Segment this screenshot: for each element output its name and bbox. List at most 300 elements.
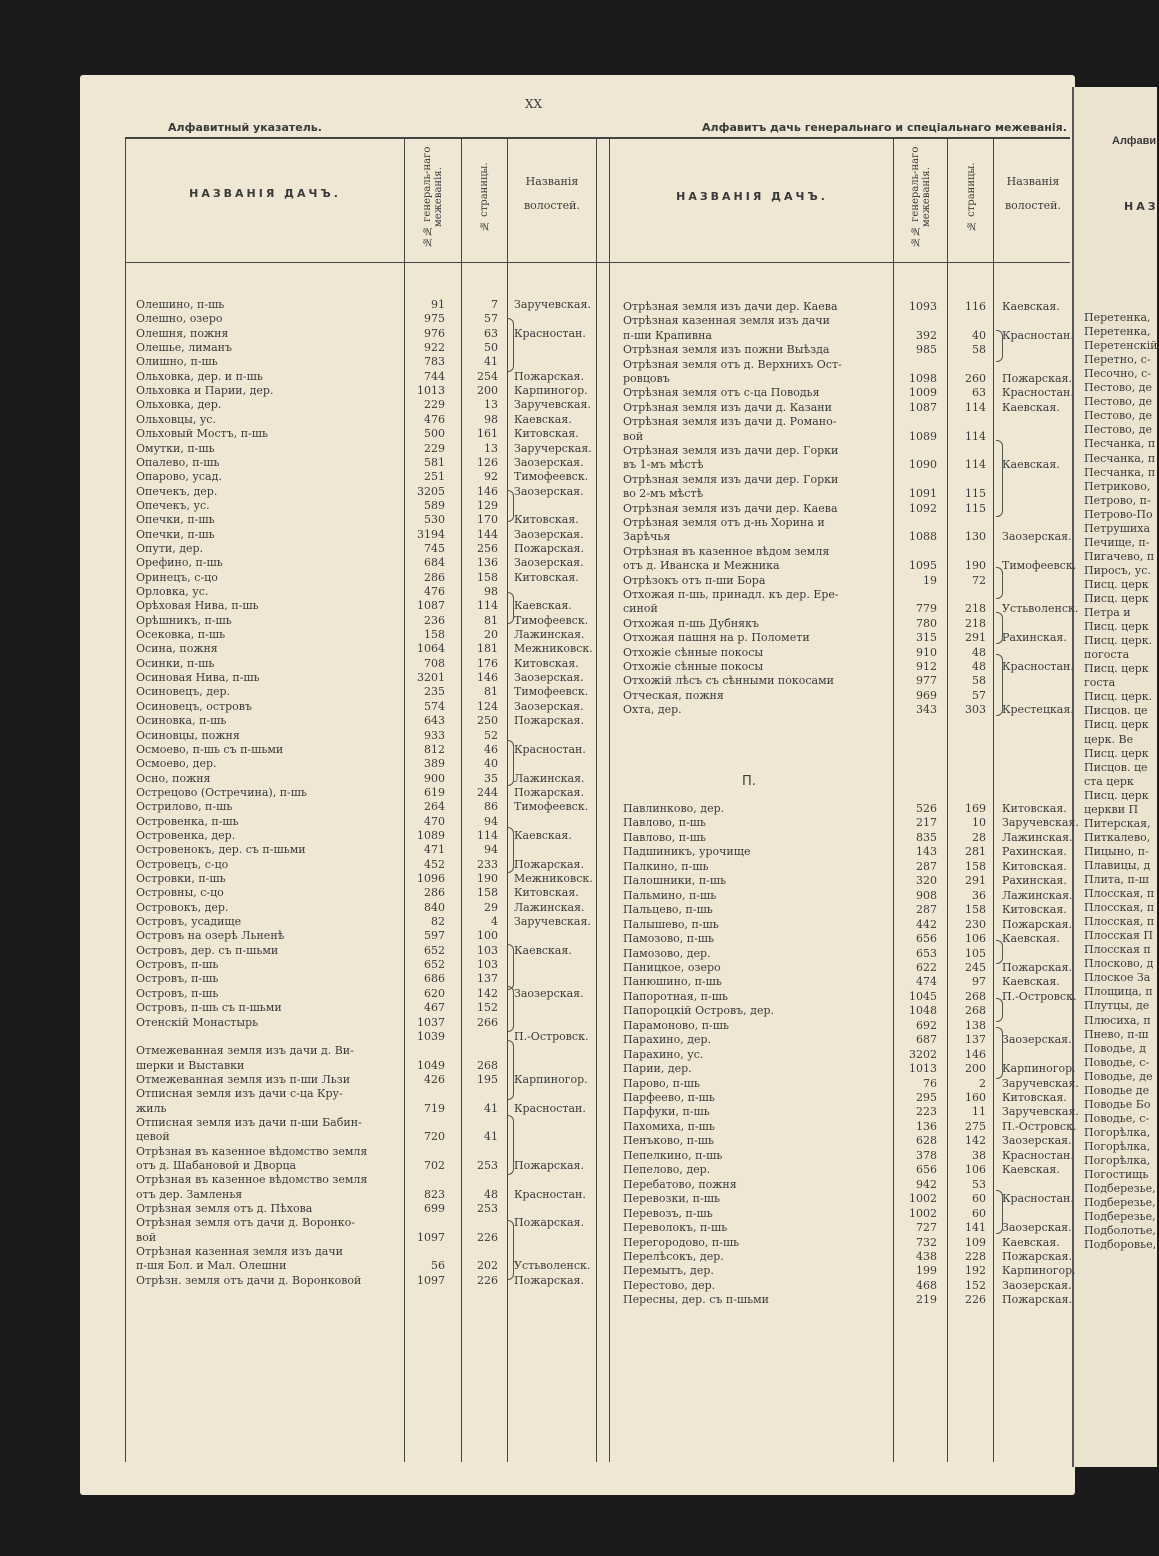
volost-name: Каевская. — [514, 829, 572, 842]
survey-number: 910 — [916, 646, 937, 659]
survey-number: 581 — [424, 456, 445, 469]
page-ref: 233 — [477, 858, 498, 871]
next-page-row: Пестово, де — [1084, 395, 1153, 408]
entry-name: Осмоево, дер. — [136, 757, 217, 770]
next-page-row: Поводье Бо — [1084, 1098, 1151, 1111]
index-row — [0, 1062, 1155, 1076]
page-ref: 94 — [484, 843, 498, 856]
page-ref: 114 — [965, 430, 986, 443]
next-page-row: Поводье, де — [1084, 1070, 1153, 1083]
volost-name: Заозерская. — [1002, 1221, 1072, 1234]
entry-name: Отрѣзная земля отъ с-ца Поводья — [623, 386, 820, 399]
entry-name: жиль — [136, 1102, 167, 1115]
entry-name: Отхожая п-шь Дубнякъ — [623, 617, 759, 630]
survey-number: 530 — [424, 513, 445, 526]
index-row — [0, 329, 1155, 343]
next-page-row: Погостищь — [1084, 1168, 1149, 1181]
entry-name: Орѣшникъ, п-шь — [136, 614, 232, 627]
page-ref: 50 — [484, 341, 498, 354]
entry-name: Островъ, п-шь — [136, 987, 219, 1000]
next-page-row: церк. Ве — [1084, 733, 1134, 746]
page-number: XX — [525, 97, 543, 111]
entry-name: во 2-мъ мѣстѣ — [623, 487, 704, 500]
volost-name: Каевская. — [1002, 300, 1060, 313]
entry-name: Парамоново, п-шь — [623, 1019, 729, 1032]
survey-number: 3205 — [417, 485, 445, 498]
index-row — [0, 802, 1155, 816]
survey-number: 1097 — [417, 1231, 445, 1244]
page-ref: 109 — [965, 1236, 986, 1249]
entry-name: Орефино, п-шь — [136, 556, 223, 569]
page-ref: 144 — [477, 528, 498, 541]
volost-name: Заозерская. — [514, 671, 584, 684]
page-ref: 158 — [477, 571, 498, 584]
page-ref: 81 — [484, 685, 498, 698]
page-ref: 158 — [477, 886, 498, 899]
entry-name: Острилово, п-шь — [136, 800, 233, 813]
next-page-row: Писц. церк — [1084, 620, 1149, 633]
next-page-row: Плосская п — [1084, 943, 1151, 956]
next-page-row: Перетенка, — [1084, 311, 1151, 324]
entry-name: Отрѣзная земля отъ д. Верхнихъ Ост- — [623, 358, 842, 371]
survey-number: 91 — [431, 298, 445, 311]
survey-number: 471 — [424, 843, 445, 856]
entry-name: Папороцкій Островъ, дер. — [623, 1004, 774, 1017]
entry-name: шерки и Выставки — [136, 1059, 245, 1072]
entry-name: Падшиникъ, урочище — [623, 845, 751, 858]
volost-name: Красностан. — [1002, 1149, 1074, 1162]
page-ref: 256 — [477, 542, 498, 555]
index-row — [0, 602, 1155, 616]
survey-number: 82 — [431, 915, 445, 928]
page-ref: 200 — [965, 1062, 986, 1075]
entry-name: вой — [623, 430, 644, 443]
entry-name: Отрѣзная въ казенное вѣдом земля — [623, 545, 830, 558]
volost-name: Заозерская. — [1002, 530, 1072, 543]
volost-name: Китовская. — [1002, 1091, 1067, 1104]
page-ref: 152 — [965, 1279, 986, 1292]
next-page-row: Подберезье, — [1084, 1210, 1156, 1223]
page-ref: 158 — [965, 860, 986, 873]
entry-name: отъ д. Шабановой и Дворца — [136, 1159, 297, 1172]
next-page-row: Подборовье, — [1084, 1238, 1157, 1251]
page-ref: 106 — [965, 1163, 986, 1176]
survey-number: 1089 — [417, 829, 445, 842]
page-ref: 48 — [972, 646, 986, 659]
page-ref: 226 — [477, 1231, 498, 1244]
page-ref: 115 — [965, 487, 986, 500]
volost-name: Красностан. — [514, 1188, 586, 1201]
page-ref: 48 — [972, 660, 986, 673]
index-row — [0, 314, 1155, 328]
survey-number: 320 — [916, 874, 937, 887]
survey-number: 392 — [916, 329, 937, 342]
survey-number: 643 — [424, 714, 445, 727]
next-page-row: Петрушиха — [1084, 522, 1151, 535]
entry-name: Парахино, ус. — [623, 1048, 704, 1061]
index-row — [0, 660, 1155, 674]
volost-name: Лажинская. — [1002, 831, 1073, 844]
page-ref: 36 — [972, 889, 986, 902]
survey-number: 468 — [916, 1279, 937, 1292]
next-page-row: Петриково, — [1084, 480, 1151, 493]
page-ref: 20 — [484, 628, 498, 641]
entry-name: Отрѣзная въ казенное вѣдомство земля — [136, 1145, 368, 1158]
page-ref: 226 — [477, 1274, 498, 1287]
survey-number: 812 — [424, 743, 445, 756]
volost-name: Лажинская. — [514, 901, 585, 914]
header-page-left: № страницы. — [478, 162, 490, 232]
volost-name: Пожарская. — [514, 858, 584, 871]
survey-number: 1096 — [417, 872, 445, 885]
entry-name: отъ д. Иванска и Межника — [623, 559, 780, 572]
next-page-row: Плоское За — [1084, 971, 1151, 984]
volost-name: Пожарская. — [514, 370, 584, 383]
survey-number: 526 — [916, 802, 937, 815]
page-ref: 60 — [972, 1207, 986, 1220]
page-ref: 146 — [477, 485, 498, 498]
index-row — [0, 430, 1155, 444]
index-row — [0, 487, 1155, 501]
entry-name: Островокъ, дер. — [136, 901, 229, 914]
entry-name: отъ дер. Замленья — [136, 1188, 243, 1201]
index-row — [0, 631, 1155, 645]
entry-name: Пепелкино, п-шь — [623, 1149, 723, 1162]
survey-number: 236 — [424, 614, 445, 627]
entry-name: Островъ, усадище — [136, 915, 242, 928]
entry-name: Опалево, п-шь — [136, 456, 220, 469]
entry-name: Палышево, п-шь — [623, 918, 719, 931]
next-page-row: Плосская, п — [1084, 915, 1155, 928]
volost-name: Заозерская. — [514, 987, 584, 1000]
entry-name: Памозово, дер. — [623, 947, 711, 960]
entry-name: Павлово, п-шь — [623, 831, 707, 844]
index-row — [0, 1091, 1155, 1105]
volost-name: Пожарская. — [514, 714, 584, 727]
page-ref: 181 — [477, 642, 498, 655]
header-num-left: №№ генераль-наго межеванія. — [422, 146, 444, 248]
survey-number: 1064 — [417, 642, 445, 655]
volost-name: Заручевская. — [1002, 1105, 1079, 1118]
entry-name: Павлово, п-шь — [623, 816, 707, 829]
volost-name: Каевская. — [1002, 975, 1060, 988]
page-ref: 94 — [484, 815, 498, 828]
volost-name: Устьволенск. — [514, 1259, 591, 1272]
page-ref: 114 — [477, 829, 498, 842]
survey-number: 720 — [424, 1130, 445, 1143]
volost-name: Китовская. — [514, 886, 579, 899]
next-page-row: Пицыно, п- — [1084, 845, 1149, 858]
next-page-row: Плосская, п — [1084, 887, 1155, 900]
entry-name: Отрѣзн. земля отъ дачи д. Воронковой — [136, 1274, 362, 1287]
survey-number: 389 — [424, 757, 445, 770]
entry-name: Отрѣзная земля отъ д. Пѣхова — [136, 1202, 313, 1215]
entry-name: Осина, пожня — [136, 642, 218, 655]
header-rule — [125, 262, 1070, 263]
survey-number: 653 — [916, 947, 937, 960]
volost-name: Пожарская. — [514, 786, 584, 799]
entry-name: Островки, п-шь — [136, 872, 226, 885]
index-row — [0, 530, 1155, 544]
survey-number: 1009 — [909, 386, 937, 399]
survey-number: 969 — [916, 689, 937, 702]
entry-name: Парфеево, п-шь — [623, 1091, 715, 1104]
section-letter: П. — [742, 774, 756, 789]
volost-name: Каевская. — [1002, 401, 1060, 414]
index-row — [0, 415, 1155, 429]
index-row — [0, 845, 1155, 859]
index-row — [0, 1178, 1155, 1192]
entry-name: Отхожая п-шь, принадл. къ дер. Ере- — [623, 588, 839, 601]
survey-number: 143 — [916, 845, 937, 858]
entry-name: Отрѣзная земля изъ пожни Выѣзда — [623, 343, 830, 356]
header-num-right: №№ генераль-наго межеванія. — [910, 146, 932, 248]
index-row — [0, 1004, 1155, 1018]
next-page-row: Писцов. це — [1084, 704, 1148, 717]
index-row — [0, 743, 1155, 757]
survey-number: 235 — [424, 685, 445, 698]
page-ref: 103 — [477, 958, 498, 971]
volost-name: Заозерская. — [1002, 1134, 1072, 1147]
entry-name: Отписная земля изъ дачи с-ца Кру- — [136, 1087, 343, 1100]
entry-name: п-ши Крапивна — [623, 329, 712, 342]
page-ref: 142 — [965, 1134, 986, 1147]
page-ref: 63 — [972, 386, 986, 399]
next-running-head: Алфави — [1112, 135, 1157, 147]
volost-name: Лажинская. — [1002, 889, 1073, 902]
entry-name: п-шя Бол. и Мал. Олешни — [136, 1259, 287, 1272]
page-ref: 253 — [477, 1202, 498, 1215]
page-ref: 40 — [972, 329, 986, 342]
survey-number: 908 — [916, 889, 937, 902]
page-ref: 137 — [965, 1033, 986, 1046]
entry-name: Парфуки, п-шь — [623, 1105, 710, 1118]
brace — [507, 318, 514, 372]
next-page-row: Писцов. це — [1084, 761, 1148, 774]
brace — [507, 986, 514, 1032]
survey-number: 470 — [424, 815, 445, 828]
entry-name: Отрѣзная въ казенное вѣдомство земля — [136, 1173, 368, 1186]
volost-name: Китовская. — [514, 513, 579, 526]
index-row — [0, 932, 1155, 946]
entry-name: Опечки, п-шь — [136, 528, 215, 541]
survey-number: 287 — [916, 903, 937, 916]
volost-name: Китовская. — [514, 427, 579, 440]
brace — [996, 567, 1003, 599]
page-ref: 116 — [965, 300, 986, 313]
entry-name: Паницкое, озеро — [623, 961, 721, 974]
next-page-row: Петра и — [1084, 606, 1131, 619]
survey-number: 3194 — [417, 528, 445, 541]
index-row — [0, 358, 1155, 372]
next-page-row: Петрово, п- — [1084, 494, 1151, 507]
survey-number: 452 — [424, 858, 445, 871]
page-ref: 100 — [477, 929, 498, 942]
page-ref: 98 — [484, 413, 498, 426]
volost-name: Заозерская. — [514, 528, 584, 541]
page-ref: 129 — [477, 499, 498, 512]
entry-name: Островъ на озерѣ Льненѣ — [136, 929, 285, 942]
survey-number: 1002 — [909, 1192, 937, 1205]
volost-name: Заручевская. — [514, 915, 591, 928]
next-page-row: Погорѣлка, — [1084, 1140, 1151, 1153]
next-page-row: ста церк — [1084, 775, 1134, 788]
volost-name: Пожарская. — [1002, 961, 1072, 974]
index-row — [0, 786, 1155, 800]
page-ref: 266 — [477, 1016, 498, 1029]
survey-number: 977 — [916, 674, 937, 687]
survey-number: 1088 — [909, 530, 937, 543]
survey-number: 628 — [916, 1134, 937, 1147]
page-ref: 244 — [477, 786, 498, 799]
entry-name: Палкино, п-шь — [623, 860, 709, 873]
entry-name: Отхожая пашня на р. Поломети — [623, 631, 810, 644]
volost-name: Каевская. — [514, 413, 572, 426]
entry-name: въ 1-мъ мѣстѣ — [623, 458, 704, 471]
volost-name: П.-Островск. — [1002, 1120, 1077, 1133]
index-row — [0, 816, 1155, 830]
survey-number: 656 — [916, 1163, 937, 1176]
volost-name: Каевская. — [514, 944, 572, 957]
page-ref: 63 — [484, 327, 498, 340]
brace — [996, 440, 1003, 517]
volost-name: Каевская. — [1002, 1163, 1060, 1176]
entry-name: Отхожіе сѣнные покосы — [623, 646, 764, 659]
index-row — [0, 831, 1155, 845]
page-ref: 97 — [972, 975, 986, 988]
page-ref: 58 — [972, 674, 986, 687]
entry-name: Отписная земля изъ дачи п-ши Бабин- — [136, 1116, 362, 1129]
survey-number: 1087 — [417, 599, 445, 612]
brace — [507, 1115, 514, 1175]
survey-number: 708 — [424, 657, 445, 670]
next-page-row: Песочно, с- — [1084, 367, 1151, 380]
entry-name: Ольховцы, ус. — [136, 413, 216, 426]
index-row — [0, 1236, 1155, 1250]
volost-name: Китовская. — [1002, 802, 1067, 815]
index-row — [0, 386, 1155, 400]
page-ref: 268 — [965, 990, 986, 1003]
volost-name: Пожарская. — [514, 1159, 584, 1172]
next-page-row: Пиросъ, ус. — [1084, 564, 1151, 577]
brace — [996, 612, 1003, 644]
next-page-row: Пестово, де — [1084, 381, 1153, 394]
next-page-row: погоста — [1084, 648, 1130, 661]
index-row — [0, 1207, 1155, 1221]
brace — [996, 654, 1003, 716]
survey-number: 656 — [916, 932, 937, 945]
volost-name: Заозерская. — [514, 456, 584, 469]
entry-name: Опути, дер. — [136, 542, 204, 555]
survey-number: 500 — [424, 427, 445, 440]
entry-name: Осиновка, п-шь — [136, 714, 227, 727]
brace — [996, 998, 1003, 1022]
index-row — [0, 772, 1155, 786]
survey-number: 1095 — [909, 559, 937, 572]
page-ref: 137 — [477, 972, 498, 985]
survey-number: 985 — [916, 343, 937, 356]
entry-name: Отрѣзная земля отъ дачи д. Воронко- — [136, 1216, 355, 1229]
page-ref: 57 — [484, 312, 498, 325]
survey-number: 652 — [424, 944, 445, 957]
volost-name: Каевская. — [1002, 1236, 1060, 1249]
brace — [996, 1027, 1003, 1079]
index-row — [0, 1250, 1155, 1264]
survey-number: 1092 — [909, 502, 937, 515]
survey-number: 286 — [424, 571, 445, 584]
survey-number: 692 — [916, 1019, 937, 1032]
entry-name: Островецъ, с-цо — [136, 858, 229, 871]
page-ref: 158 — [965, 903, 986, 916]
survey-number: 783 — [424, 355, 445, 368]
volost-name: Карпиногор. — [514, 384, 588, 397]
index-row — [0, 1033, 1155, 1047]
page-ref: 142 — [477, 987, 498, 1000]
page-ref: 228 — [965, 1250, 986, 1263]
survey-number: 840 — [424, 901, 445, 914]
survey-number: 251 — [424, 470, 445, 483]
survey-number: 686 — [424, 972, 445, 985]
volost-name: Каевская. — [1002, 458, 1060, 471]
volost-name: Красностан. — [514, 743, 586, 756]
entry-name: Парии, дер. — [623, 1062, 692, 1075]
entry-name: Панюшино, п-шь — [623, 975, 722, 988]
entry-name: Олишно, п-шь — [136, 355, 218, 368]
entry-name: Олешня, пожня — [136, 327, 229, 340]
entry-name: Павлинково, дер. — [623, 802, 725, 815]
index-row — [0, 757, 1155, 771]
survey-number: 589 — [424, 499, 445, 512]
page-ref: 52 — [484, 729, 498, 742]
volost-name: Красностан. — [1002, 660, 1074, 673]
survey-number: 620 — [424, 987, 445, 1000]
entry-name: Орловка, ус. — [136, 585, 209, 598]
entry-name: Перевозъ, п-шь — [623, 1207, 713, 1220]
survey-number: 295 — [916, 1091, 937, 1104]
page-ref: 57 — [972, 689, 986, 702]
page-ref: 11 — [972, 1105, 986, 1118]
next-page-row: Песчанка, п — [1084, 452, 1156, 465]
page-ref: 176 — [477, 657, 498, 670]
page-ref: 268 — [477, 1059, 498, 1072]
volost-name: Красностан. — [1002, 329, 1074, 342]
entry-name: Островъ, п-шь — [136, 972, 219, 985]
index-row — [0, 1048, 1155, 1062]
survey-number: 933 — [424, 729, 445, 742]
survey-number: 702 — [424, 1159, 445, 1172]
volost-name: Межниковск. — [514, 872, 593, 885]
survey-number: 56 — [431, 1259, 445, 1272]
index-row — [0, 703, 1155, 717]
survey-number: 223 — [916, 1105, 937, 1118]
next-page-row: Питерская, — [1084, 817, 1151, 830]
survey-number: 1013 — [909, 1062, 937, 1075]
page-ref: 115 — [965, 502, 986, 515]
survey-number: 219 — [916, 1293, 937, 1306]
page-ref: 72 — [972, 574, 986, 587]
entry-name: Осно, пожня — [136, 772, 211, 785]
index-row — [0, 674, 1155, 688]
entry-name: Осинки, п-шь — [136, 657, 215, 670]
brace — [507, 827, 514, 873]
volost-name: Заручевская. — [514, 298, 591, 311]
index-row — [0, 646, 1155, 660]
volost-name: Заозерская. — [1002, 1279, 1072, 1292]
page-ref: 10 — [972, 816, 986, 829]
survey-number: 900 — [424, 772, 445, 785]
entry-name: Островъ, дер. съ п-шьми — [136, 944, 279, 957]
next-page-row: Поводье, с- — [1084, 1056, 1150, 1069]
